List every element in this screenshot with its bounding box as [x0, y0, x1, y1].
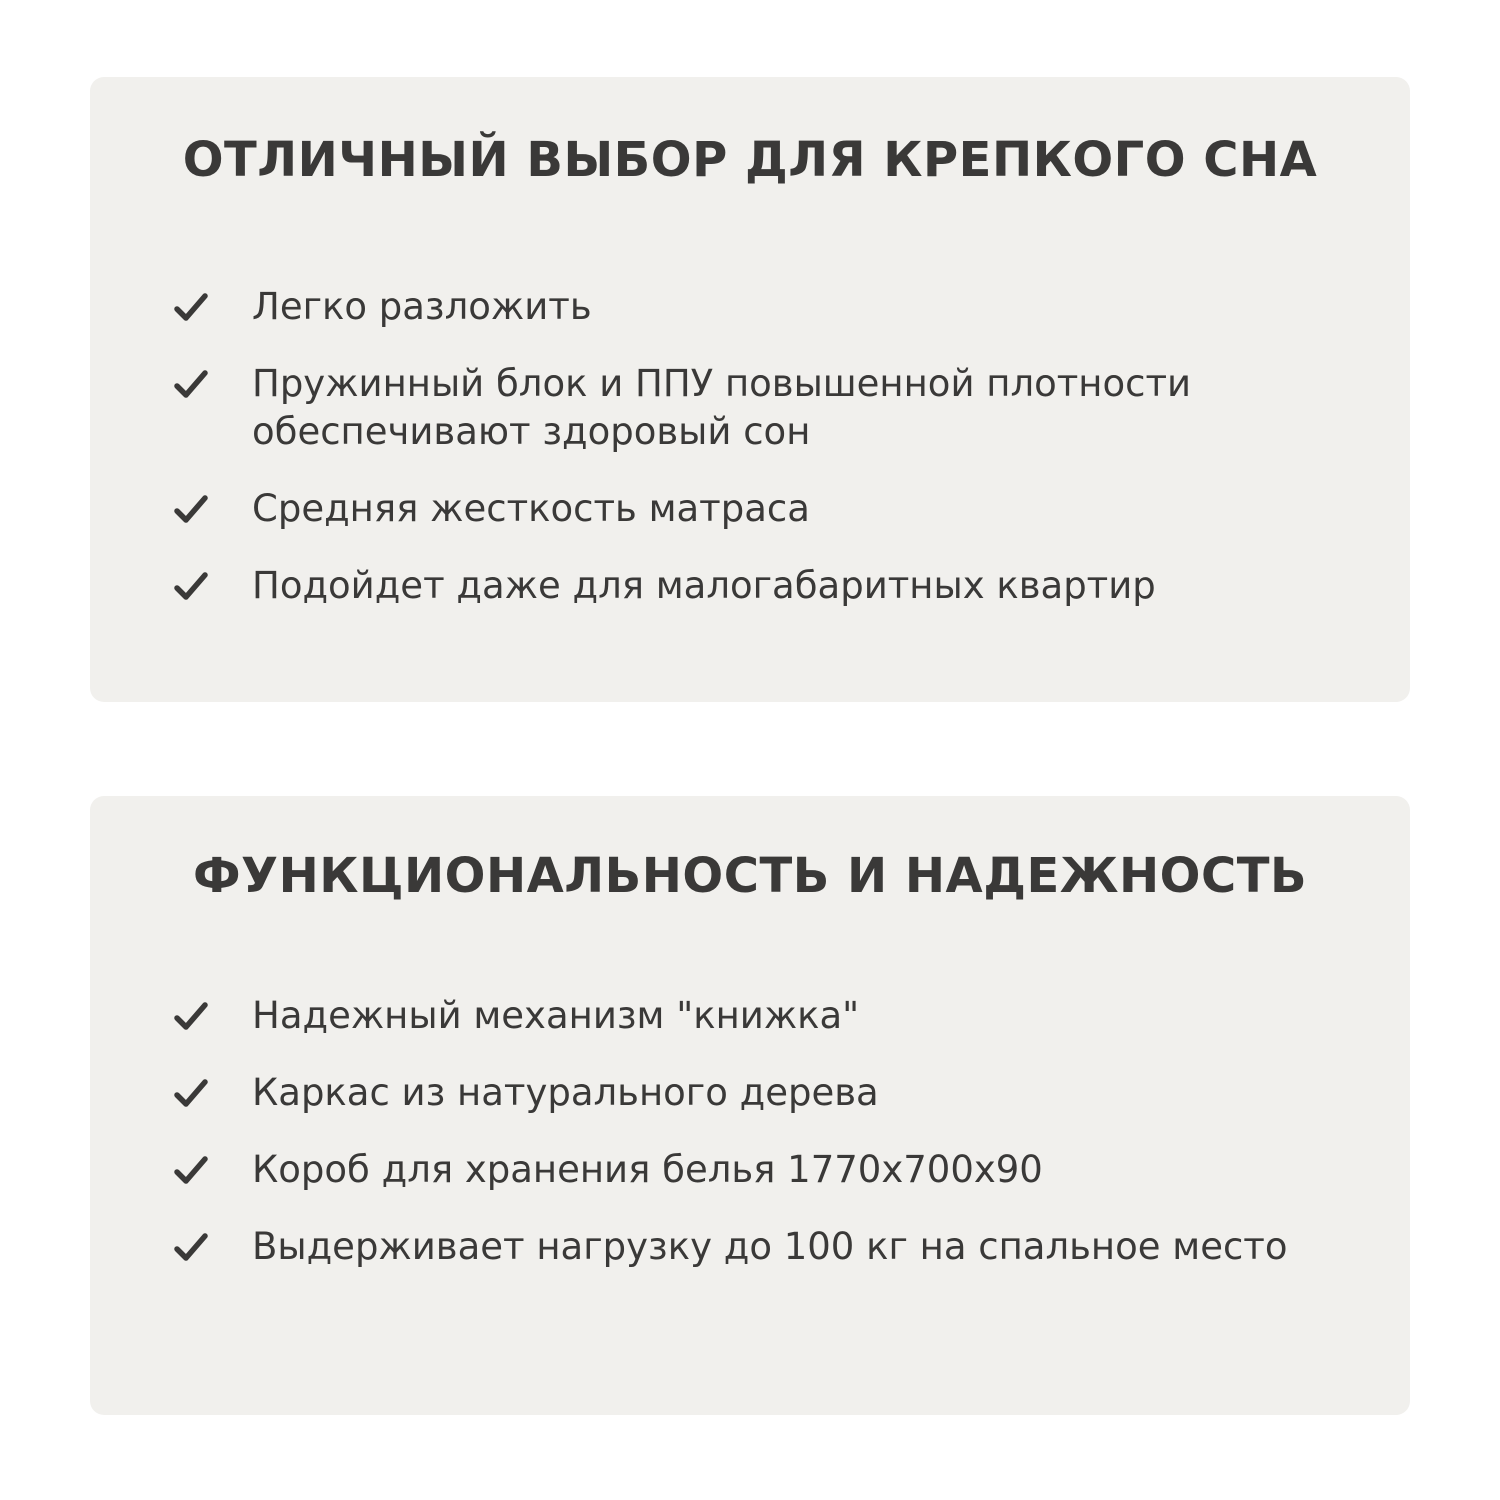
- list-item: [174, 360, 1370, 456]
- check-icon: [174, 562, 210, 610]
- list-item-text: Пружинный блок и ППУ повышенной плотности обеспечивают здоровый сон: [252, 362, 1192, 453]
- check-icon: [174, 360, 210, 408]
- list-item: [174, 562, 1370, 610]
- check-icon: [174, 992, 210, 1040]
- check-icon: [174, 1069, 210, 1117]
- card-title: ФУНКЦИОНАЛЬНОСТЬ И НАДЕЖНОСТЬ: [192, 848, 1308, 904]
- list-item: [174, 1069, 1370, 1117]
- list-item: [174, 1223, 1370, 1271]
- check-icon: [174, 283, 210, 331]
- card-title: ОТЛИЧНЫЙ ВЫБОР ДЛЯ КРЕПКОГО СНА: [182, 132, 1318, 188]
- check-icon: [174, 1223, 210, 1271]
- list-item-text: Выдерживает нагрузку до 100 кг на спальное место: [252, 1225, 1288, 1268]
- check-icon: [174, 1146, 210, 1194]
- feature-list: [174, 992, 1370, 1300]
- feature-card-sleep: [90, 77, 1410, 702]
- list-item-text: Средняя жесткость матраса: [252, 487, 810, 530]
- list-item-text: Каркас из натурального дерева: [252, 1071, 879, 1114]
- list-item-text: Короб для хранения белья 1770х700х90: [252, 1148, 1043, 1191]
- list-item: [174, 1146, 1370, 1194]
- feature-list: [174, 283, 1370, 639]
- list-item-text: Легко разложить: [252, 285, 592, 328]
- list-item-text: Подойдет даже для малогабаритных квартир: [252, 564, 1156, 607]
- list-item: [174, 283, 1370, 331]
- check-icon: [174, 485, 210, 533]
- list-item: [174, 485, 1370, 533]
- feature-card-reliability: [90, 796, 1410, 1415]
- list-item-text: Надежный механизм "книжка": [252, 994, 860, 1037]
- list-item: [174, 992, 1370, 1040]
